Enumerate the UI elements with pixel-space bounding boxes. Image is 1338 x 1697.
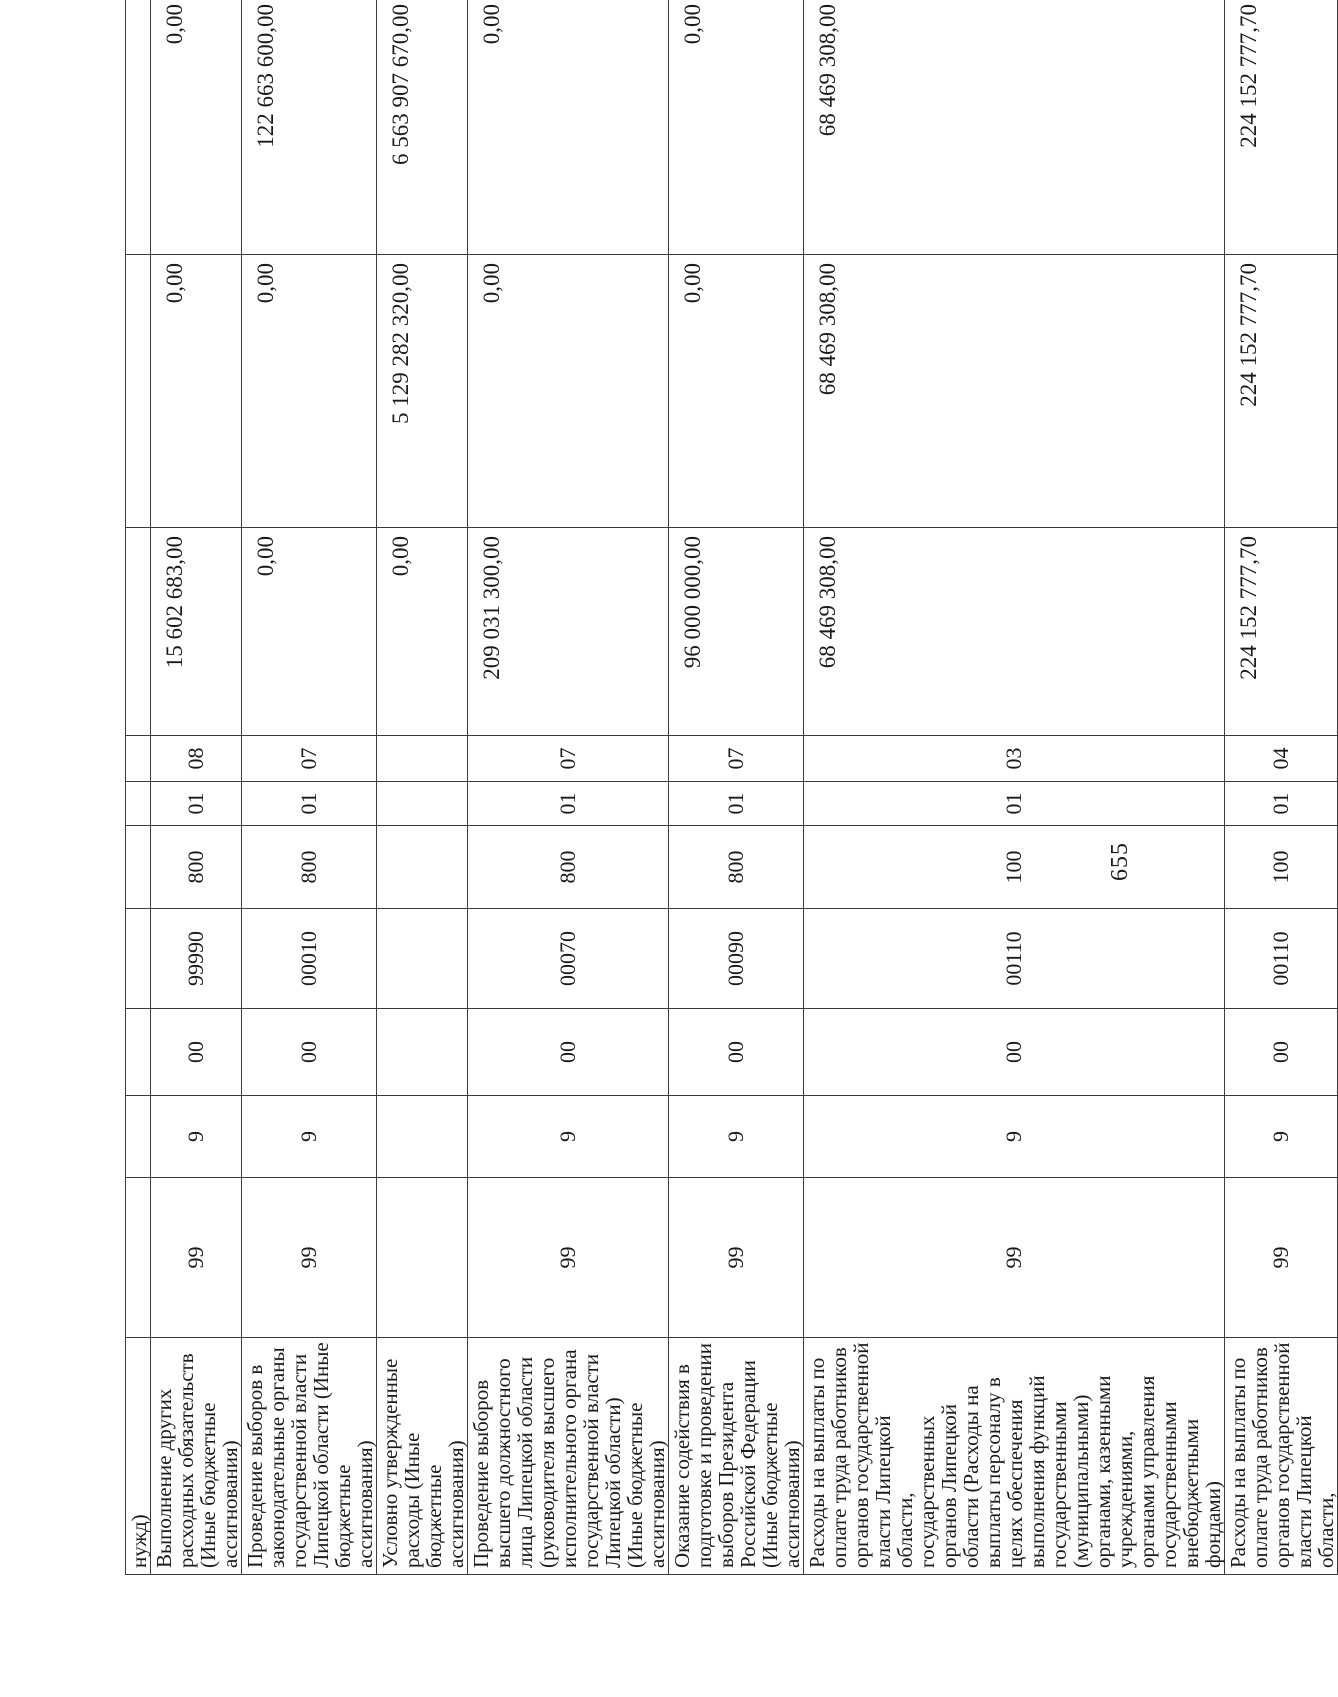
table-row [242, 0, 377, 1575]
table-row [1225, 0, 1338, 1575]
amount-cell: 224 152 777,70 [1225, 0, 1338, 255]
code-cell: 9 [804, 1096, 1225, 1178]
amount-cell: 0,00 [151, 255, 242, 528]
code-cell: 9 [151, 1096, 242, 1178]
table-row [669, 0, 804, 1575]
code-cell [126, 826, 151, 909]
amount-cell: 122 663 600,00 [242, 0, 377, 255]
code-cell: 00 [242, 1009, 377, 1096]
code-cell [377, 826, 468, 909]
amount-cell: 0,00 [468, 255, 669, 528]
amount-cell: 0,00 [151, 0, 242, 255]
code-cell [126, 1178, 151, 1338]
amount-cell [126, 528, 151, 736]
amount-cell: 96 000 000,00 [669, 528, 804, 736]
code-cell: 99 [242, 1178, 377, 1338]
code-cell: 07 [468, 736, 669, 782]
code-cell [126, 1009, 151, 1096]
amount-cell [126, 255, 151, 528]
code-cell: 00 [804, 1009, 1225, 1096]
code-cell [377, 736, 468, 782]
code-cell [377, 1096, 468, 1178]
code-cell: 00110 [804, 909, 1225, 1009]
code-cell: 07 [242, 736, 377, 782]
code-cell [126, 909, 151, 1009]
code-cell: 99 [151, 1178, 242, 1338]
amount-cell: 68 469 308,00 [804, 0, 1225, 255]
row-name: Условно утвержденные расходы (Иные бюджетные ассигнования) [377, 1338, 468, 1575]
code-cell: 9 [242, 1096, 377, 1178]
code-cell [377, 909, 468, 1009]
amount-cell: 15 602 683,00 [151, 528, 242, 736]
code-cell: 800 [669, 826, 804, 909]
amount-cell: 224 152 777,70 [1225, 255, 1338, 528]
code-cell [377, 782, 468, 826]
code-cell: 00 [468, 1009, 669, 1096]
code-cell: 00070 [468, 909, 669, 1009]
code-cell: 9 [669, 1096, 804, 1178]
amount-cell: 224 152 777,70 [1225, 528, 1338, 736]
table-row [151, 0, 242, 1575]
code-cell [126, 1096, 151, 1178]
budget-table [125, 0, 1338, 1575]
row-name: Проведение выборов высшего должностного лица Липецкой области (руководителя высшего исполнительного органа государственной власти Липецкой области) (Иные бюджетные ассигнования) [468, 1338, 669, 1575]
table-row [804, 0, 1225, 1575]
code-cell: 01 [242, 782, 377, 826]
amount-cell: 0,00 [242, 528, 377, 736]
row-name: Оказание содействия в подготовке и проведении выборов Президента Российской Федерации (Иные бюджетные ассигнования) [669, 1338, 804, 1575]
code-cell: 03 [804, 736, 1225, 782]
code-cell: 9 [1225, 1096, 1338, 1178]
code-cell: 99 [1225, 1178, 1338, 1338]
code-cell: 04 [1225, 736, 1338, 782]
code-cell: 00110 [1225, 909, 1338, 1009]
amount-cell: 0,00 [669, 255, 804, 528]
amount-cell [126, 0, 151, 255]
amount-cell: 0,00 [242, 255, 377, 528]
page-number: 655 [1107, 842, 1133, 881]
code-cell [126, 736, 151, 782]
code-cell: 00 [151, 1009, 242, 1096]
code-cell: 00 [1225, 1009, 1338, 1096]
code-cell: 01 [669, 782, 804, 826]
amount-cell: 68 469 308,00 [804, 528, 1225, 736]
code-cell: 08 [151, 736, 242, 782]
code-cell: 100 [1225, 826, 1338, 909]
amount-cell: 0,00 [468, 0, 669, 255]
amount-cell: 0,00 [669, 0, 804, 255]
code-cell: 800 [468, 826, 669, 909]
code-cell: 01 [151, 782, 242, 826]
code-cell: 800 [242, 826, 377, 909]
code-cell: 07 [669, 736, 804, 782]
amount-cell: 209 031 300,00 [468, 528, 669, 736]
amount-cell: 68 469 308,00 [804, 255, 1225, 528]
code-cell: 99 [804, 1178, 1225, 1338]
table-row [126, 0, 151, 1575]
code-cell [377, 1178, 468, 1338]
row-name: Расходы на выплаты по оплате труда работников органов государственной власти Липецкой области, государственных органов Липецкой области (Расходы на выплаты персоналу в целях обеспечения выполнения функций государственными (муниципальными) органами, казенными учреждениями, органами управления государственными внебюджетными фондами) [804, 1338, 1225, 1575]
code-cell: 100 [804, 826, 1225, 909]
amount-cell: 5 129 282 320,00 [377, 255, 468, 528]
code-cell: 01 [804, 782, 1225, 826]
row-name: нужд) [126, 1338, 151, 1575]
amount-cell: 6 563 907 670,00 [377, 0, 468, 255]
code-cell: 99990 [151, 909, 242, 1009]
code-cell: 01 [468, 782, 669, 826]
code-cell: 01 [1225, 782, 1338, 826]
code-cell: 99 [669, 1178, 804, 1338]
row-name: Выполнение других расходных обязательств (Иные бюджетные ассигнования) [151, 1338, 242, 1575]
code-cell [377, 1009, 468, 1096]
amount-cell: 0,00 [377, 528, 468, 736]
code-cell: 00090 [669, 909, 804, 1009]
code-cell [126, 782, 151, 826]
code-cell: 00010 [242, 909, 377, 1009]
row-name: Проведение выборов в законодательные органы государственной власти Липецкой области (Иные бюджетные ассигнования) [242, 1338, 377, 1575]
code-cell: 99 [468, 1178, 669, 1338]
code-cell: 9 [468, 1096, 669, 1178]
row-name: Расходы на выплаты по оплате труда работников органов государственной власти Липецкой области, [1225, 1338, 1338, 1575]
table-row [468, 0, 669, 1575]
table-row [377, 0, 468, 1575]
code-cell: 800 [151, 826, 242, 909]
code-cell: 00 [669, 1009, 804, 1096]
